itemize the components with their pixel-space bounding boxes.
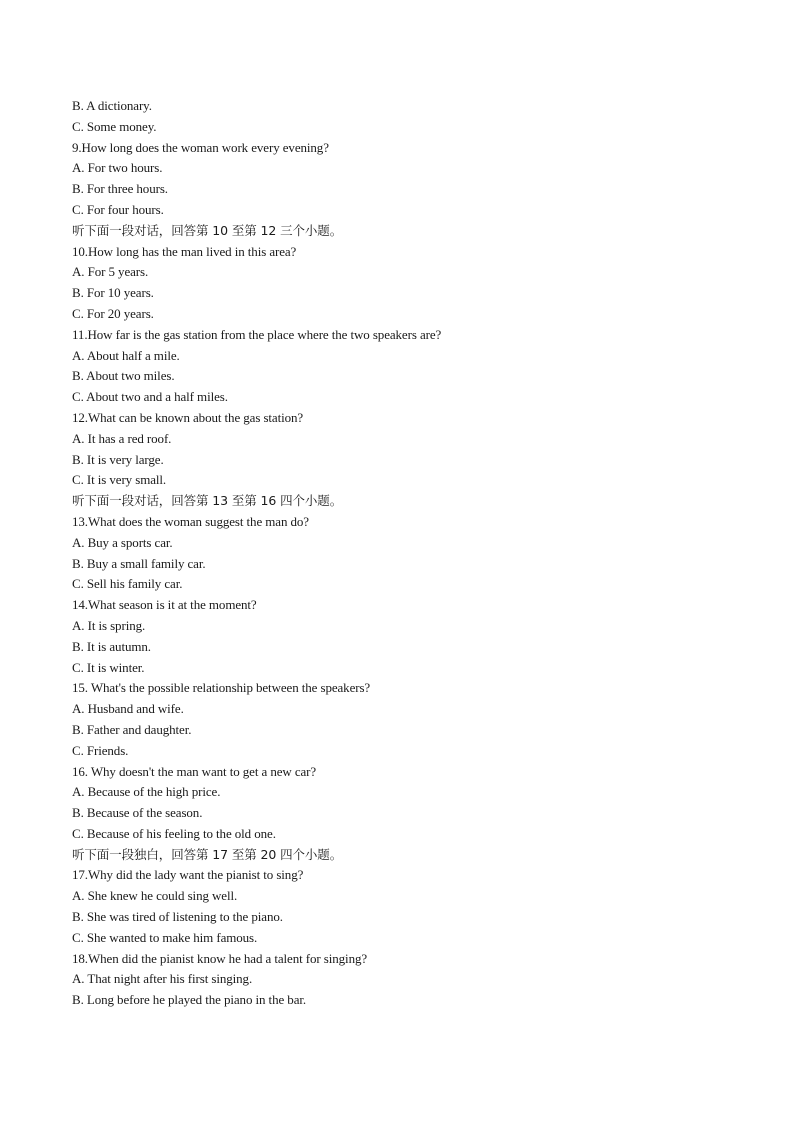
question-line: 9.How long does the woman work every evening? bbox=[72, 139, 329, 155]
option-line: A. She knew he could sing well. bbox=[72, 888, 238, 904]
document-page bbox=[72, 96, 732, 1011]
option-line: C. For 20 years. bbox=[72, 305, 154, 321]
option-line: B. A dictionary. bbox=[72, 98, 152, 113]
option-line: B. For three hours. bbox=[72, 181, 168, 197]
option-line: B. It is very large. bbox=[72, 451, 164, 467]
option-line: C. About two and a half miles. bbox=[72, 389, 228, 405]
option-line: B. Because of the season. bbox=[72, 805, 203, 821]
option-line: C. Some money. bbox=[72, 118, 157, 134]
option-line: B. For 10 years. bbox=[72, 285, 154, 301]
question-line: 10.How long has the man lived in this area? bbox=[72, 243, 297, 259]
option-line: A. Buy a sports car. bbox=[72, 534, 173, 550]
question-line: 13.What does the woman suggest the man do? bbox=[72, 513, 309, 529]
section-heading: 听下面一段独白，回答第 17 至第 20 四个小题。 bbox=[72, 846, 343, 862]
option-line: A. It is spring. bbox=[72, 617, 146, 633]
option-line: A. That night after his first singing. bbox=[72, 971, 253, 987]
option-line: A. About half a mile. bbox=[72, 347, 180, 363]
question-line: 15. What's the possible relationship between the speakers? bbox=[72, 680, 371, 696]
option-line: A. Because of the high price. bbox=[72, 784, 221, 800]
section-heading: 听下面一段对话，回答第 10 至第 12 三个小题。 bbox=[72, 222, 343, 238]
question-line: 16. Why doesn't the man want to get a new car? bbox=[72, 763, 317, 779]
option-line: A. For two hours. bbox=[72, 160, 163, 176]
option-line: A. For 5 years. bbox=[72, 264, 149, 280]
option-line: A. Husband and wife. bbox=[72, 701, 184, 717]
option-line: B. Long before he played the piano in the bar. bbox=[72, 992, 307, 1008]
option-line: C. Sell his family car. bbox=[72, 576, 183, 592]
question-line: 18.When did the pianist know he had a talent for singing? bbox=[72, 950, 368, 966]
option-line: B. It is autumn. bbox=[72, 638, 151, 654]
option-line: C. Friends. bbox=[72, 742, 129, 758]
option-line: B. Buy a small family car. bbox=[72, 555, 206, 571]
option-line: C. For four hours. bbox=[72, 201, 164, 217]
question-line: 11.How far is the gas station from the place where the two speakers are? bbox=[72, 326, 442, 342]
option-line: A. It has a red roof. bbox=[72, 430, 172, 446]
option-line: B. Father and daughter. bbox=[72, 721, 192, 737]
option-line: C. It is very small. bbox=[72, 472, 167, 488]
option-line: B. She was tired of listening to the piano. bbox=[72, 909, 283, 925]
option-line: C. Because of his feeling to the old one. bbox=[72, 825, 276, 841]
question-line: 14.What season is it at the moment? bbox=[72, 597, 257, 613]
option-line: B. About two miles. bbox=[72, 368, 175, 384]
question-line: 12.What can be known about the gas station? bbox=[72, 409, 304, 425]
question-line: 17.Why did the lady want the pianist to sing? bbox=[72, 867, 304, 883]
option-line: C. It is winter. bbox=[72, 659, 145, 675]
option-line: C. She wanted to make him famous. bbox=[72, 929, 258, 945]
section-heading: 听下面一段对话，回答第 13 至第 16 四个小题。 bbox=[72, 493, 343, 509]
